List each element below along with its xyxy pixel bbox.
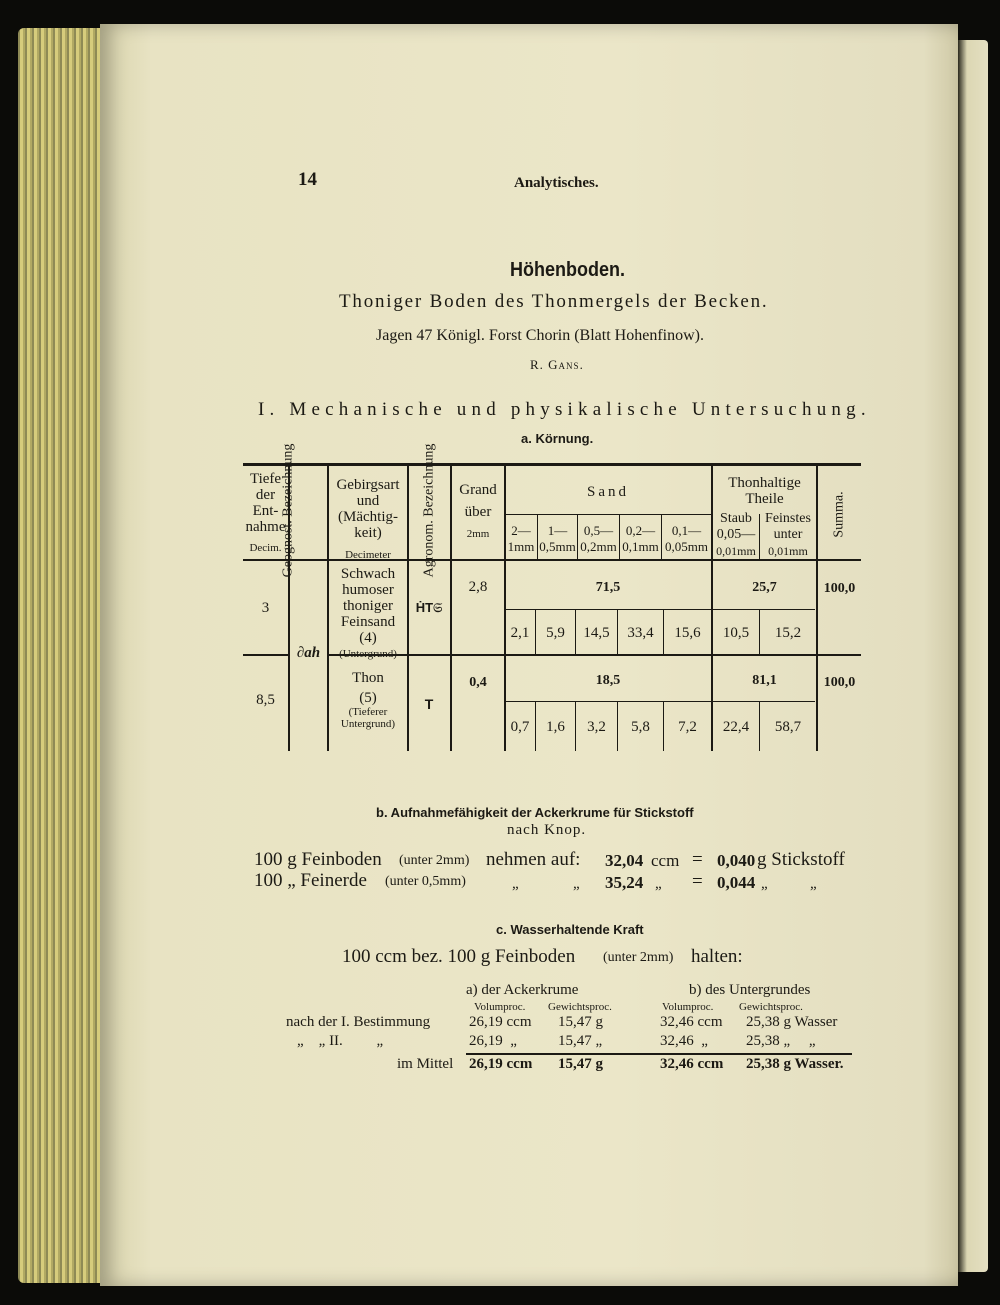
row2-agronom: T xyxy=(424,696,434,712)
head-sand-col-1: 2— 1mm xyxy=(507,523,535,554)
head-thon: Thonhaltige Theile xyxy=(728,475,801,507)
geognost-value: ∂ah xyxy=(296,645,321,661)
head-summa: Summa. xyxy=(831,491,847,538)
section-c-heading: c. Wasserhaltende Kraft xyxy=(496,922,644,937)
row1-thon-total: 25,7 xyxy=(752,580,777,595)
row1-staub: 10,5 xyxy=(722,625,750,641)
koernung-table xyxy=(243,443,861,751)
row2-feinstes: 58,7 xyxy=(774,719,802,735)
row2-thon-total: 81,1 xyxy=(752,673,777,688)
author: R. Gans. xyxy=(530,357,584,372)
head-gebirgsart: Gebirgsart und (Mächtig- keit) Decimeter xyxy=(336,477,400,561)
sum-rule xyxy=(466,1053,852,1055)
row1-tiefe: 3 xyxy=(261,600,270,616)
next-page-edge xyxy=(958,40,988,1272)
head-agronom: Agronom. Bezeichnung xyxy=(421,443,437,578)
head-feinstes: Feinstes unter 0,01mm xyxy=(765,511,811,558)
row1-gebirgsart: Schwach humoser thoniger Feinsand (4) (Untergrund) xyxy=(339,566,397,660)
head-staub: Staub 0,05— 0,01mm xyxy=(716,511,756,558)
section-b-sub: nach Knop. xyxy=(507,822,587,838)
page-number: 14 xyxy=(298,169,317,190)
col-b-gew: Gewichtsproc. xyxy=(739,1001,803,1013)
book-page-edges xyxy=(18,28,110,1283)
title: Höhenboden. xyxy=(510,259,625,281)
head-grand: Grand über 2mm xyxy=(459,482,497,540)
head-sand-col-5: 0,1— 0,05mm xyxy=(665,523,708,554)
row2-sand-3: 3,2 xyxy=(587,719,606,735)
row1-feinstes: 15,2 xyxy=(774,625,802,641)
row2-gebirgsart: Thon (5) (Tieferer Untergrund) xyxy=(340,670,396,730)
col-a-gew: Gewichtsproc. xyxy=(548,1001,612,1013)
row2-tiefe: 8,5 xyxy=(256,692,275,708)
col-b-heading: b) des Untergrundes xyxy=(689,982,811,998)
col-a-vol: Volumproc. xyxy=(474,1001,526,1013)
head-tiefe: Tiefe der Ent- nahme Decim. xyxy=(245,471,286,554)
row1-sand-3: 14,5 xyxy=(583,625,610,641)
head-sand-col-4: 0,2— 0,1mm xyxy=(622,523,659,554)
row2-summa: 100,0 xyxy=(823,675,856,690)
location: Jagen 47 Königl. Forst Chorin (Blatt Hohenfinow). xyxy=(376,327,704,344)
row1-summa: 100,0 xyxy=(823,581,856,596)
row2-sand-5: 7,2 xyxy=(678,719,697,735)
row2-sand-total: 18,5 xyxy=(595,673,621,688)
row1-sand-5: 15,6 xyxy=(674,625,701,641)
running-title: Analytisches. xyxy=(514,175,599,191)
section-a-heading: a. Körnung. xyxy=(521,431,594,446)
row1-agronom: ḢT𝔖 xyxy=(415,600,443,615)
head-sand-col-2: 1— 0,5mm xyxy=(539,523,576,554)
row2-sand-4: 5,8 xyxy=(631,719,650,735)
row2-grand: 0,4 xyxy=(469,675,487,690)
subtitle: Thoniger Boden des Thonmergels der Becken. xyxy=(339,291,769,312)
row1-grand: 2,8 xyxy=(468,579,488,595)
row2-sand-2: 1,6 xyxy=(546,719,565,735)
head-sand-col-3: 0,5— 0,2mm xyxy=(580,523,617,554)
row1-sand-total: 71,5 xyxy=(595,580,621,595)
row2-staub: 22,4 xyxy=(722,719,750,735)
col-b-vol: Volumproc. xyxy=(662,1001,714,1013)
head-geognost: Geognost. Bezeichnung xyxy=(280,443,296,578)
row2-sand-1: 0,7 xyxy=(510,719,530,735)
col-a-heading: a) der Ackerkrume xyxy=(466,982,579,998)
row1-sand-2: 5,9 xyxy=(546,625,565,641)
section-b-heading: b. Aufnahmefähigkeit der Ackerkrume für Stickstoff xyxy=(376,805,694,820)
row1-sand-4: 33,4 xyxy=(627,625,654,641)
head-sand: Sand xyxy=(587,484,629,500)
row1-sand-1: 2,1 xyxy=(510,625,530,641)
section-1-heading: I. Mechanische und physikalische Untersuchung. xyxy=(258,399,871,420)
